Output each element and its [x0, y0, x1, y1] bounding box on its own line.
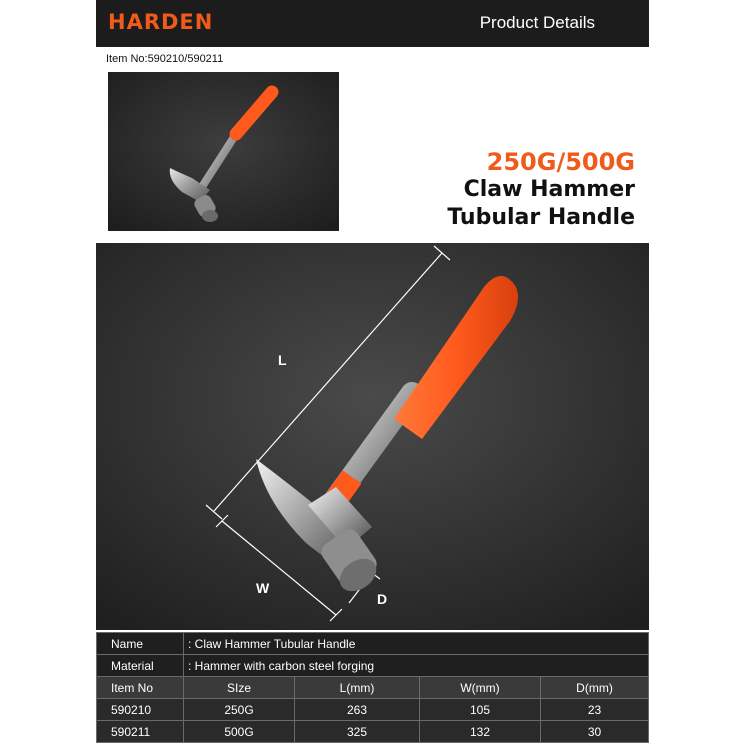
header-depth: D(mm) — [541, 677, 649, 699]
length-label: L — [278, 352, 287, 368]
cell-depth: 23 — [541, 699, 649, 721]
product-headline — [447, 148, 635, 232]
width-label: W — [256, 580, 270, 596]
page-title: Product Details — [479, 13, 595, 32]
spec-key-name: Name — [97, 633, 184, 655]
table-row — [97, 699, 649, 721]
spec-key-material: Material — [97, 655, 184, 677]
cell-length: 263 — [295, 699, 420, 721]
table-row — [97, 721, 649, 743]
header-length: L(mm) — [295, 677, 420, 699]
cell-width: 105 — [420, 699, 541, 721]
cell-item-no: 590210 — [97, 699, 184, 721]
header-item-no: Item No — [97, 677, 184, 699]
header-bar — [96, 0, 649, 47]
cell-item-no: 590211 — [97, 721, 184, 743]
cell-depth: 30 — [541, 721, 649, 743]
header-width: W(mm) — [420, 677, 541, 699]
header-size: SIze — [184, 677, 295, 699]
product-name-line1: Claw Hammer — [463, 177, 635, 202]
cell-size: 500G — [184, 721, 295, 743]
spec-table-header — [97, 677, 649, 699]
spec-value-material: : Hammer with carbon steel forging — [184, 655, 649, 677]
spec-row-name — [97, 633, 649, 655]
spec-value-name: : Claw Hammer Tubular Handle — [184, 633, 649, 655]
product-thumbnail — [108, 72, 339, 231]
product-name-line2: Tubular Handle — [447, 205, 635, 230]
cell-size: 250G — [184, 699, 295, 721]
product-sheet — [96, 0, 649, 744]
depth-label: D — [377, 591, 388, 607]
spec-row-material — [97, 655, 649, 677]
product-hero-image — [96, 243, 649, 630]
cell-length: 325 — [295, 721, 420, 743]
cell-width: 132 — [420, 721, 541, 743]
spec-table — [96, 632, 649, 743]
product-weights: 250G/500G — [486, 148, 635, 176]
brand-logo: HARDEN — [108, 10, 214, 34]
item-number: Item No:590210/590211 — [106, 53, 224, 65]
